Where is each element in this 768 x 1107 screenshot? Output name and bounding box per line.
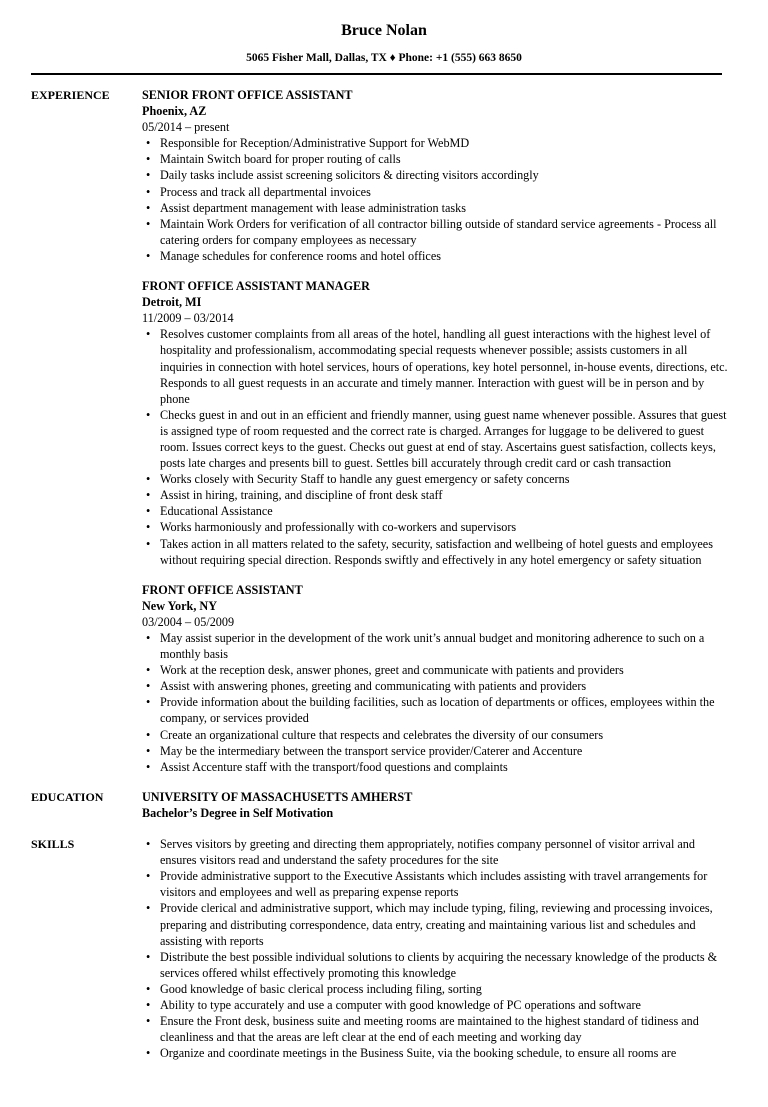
skill-item: • Ensure the Front desk, business suite and meeting rooms are maintained to the highest standard of tidiness and cleanliness and that the areas are left clear at the end of each meeting and working day: [142, 1013, 728, 1045]
experience-label: EXPERIENCE: [31, 88, 110, 102]
skills-label: SKILLS: [31, 837, 75, 852]
skill-item: • Good knowledge of basic clerical process including filing, sorting: [142, 981, 728, 997]
bullet-item: • May be the intermediary between the transport service provider/Caterer and Accenture: [142, 743, 728, 759]
skill-item: • Organize and coordinate meetings in the Business Suite, via the booking schedule, to ensure all rooms are: [142, 1045, 728, 1061]
job-entry: [142, 582, 728, 775]
job-location: Phoenix, AZ: [142, 104, 207, 119]
bullet-item: • Provide information about the building facilities, such as location of departments or offices, employees within the company, or services provided: [142, 694, 728, 726]
bullet-item: • Process and track all departmental invoices: [142, 184, 728, 200]
job-bullets: [142, 326, 728, 567]
skill-item: • Distribute the best possible individual solutions to clients by acquiring the necessary knowledge of the products & services offered whilst effectively promoting this knowledge: [142, 949, 728, 981]
bullet-item: • Maintain Switch board for proper routing of calls: [142, 151, 728, 167]
job-entry: [142, 278, 728, 568]
degree-name: Bachelor’s Degree in Self Motivation: [142, 805, 334, 820]
skill-item: • Provide clerical and administrative support, which may include typing, filing, reviewing and processing invoices, preparing and distributing correspondence, data entry, creating and maintaining various list and schedules and assisting with reports: [142, 900, 728, 948]
job-bullets: [142, 630, 728, 775]
candidate-name: Bruce Nolan: [341, 22, 427, 39]
bullet-item: • Assist department management with lease administration tasks: [142, 200, 728, 216]
bullet-item: • Assist with answering phones, greeting and communicating with patients and providers: [142, 678, 728, 694]
bullet-item: • Assist in hiring, training, and discipline of front desk staff: [142, 487, 728, 503]
bullet-item: • Works closely with Security Staff to handle any guest emergency or safety concerns: [142, 471, 728, 487]
bullet-item: • Educational Assistance: [142, 503, 728, 519]
resume-header: [0, 0, 768, 65]
bullet-item: • Assist Accenture staff with the transport/food questions and complaints: [142, 759, 728, 775]
job-entry: [142, 87, 728, 264]
experience-section: [0, 75, 768, 775]
school-name: UNIVERSITY OF MASSACHUSETTS AMHERST: [142, 789, 413, 804]
skill-item: • Provide administrative support to the Executive Assistants which includes assisting with travel arrangements for visitors and employees and well as preparing expense reports: [142, 868, 728, 900]
skills-section: [0, 836, 768, 1061]
contact-line: 5065 Fisher Mall, Dallas, TX ♦ Phone: +1 (555) 663 8650: [246, 52, 522, 64]
bullet-item: • Create an organizational culture that respects and celebrates the diversity of our consumers: [142, 727, 728, 743]
skill-item: • Serves visitors by greeting and directing them appropriately, notifies company personnel of visitor arrival and ensures visitors read and understand the safety procedures for the site: [142, 836, 728, 868]
bullet-item: • Work at the reception desk, answer phones, greet and communicate with patients and providers: [142, 662, 728, 678]
bullet-item: • Maintain Work Orders for verification of all contractor billing outside of standard service agreements - Process all catering orders for company employees as necessary: [142, 216, 728, 248]
education-section: [0, 789, 768, 821]
job-bullets: [142, 135, 728, 264]
job-location: Detroit, MI: [142, 295, 202, 310]
job-location: New York, NY: [142, 598, 218, 613]
bullet-item: • Daily tasks include assist screening solicitors & directing visitors accordingly: [142, 167, 728, 183]
job-dates: 11/2009 – 03/2014: [142, 311, 234, 326]
bullet-item: • Responsible for Reception/Administrative Support for WebMD: [142, 135, 728, 151]
bullet-item: • Takes action in all matters related to the safety, security, satisfaction and wellbeing of hotel guests and employees without requiring special direction. Responds swiftly and effectively in any hotel emergency or safety situation: [142, 536, 728, 568]
skill-item: • Ability to type accurately and use a computer with good knowledge of PC operations and software: [142, 997, 728, 1013]
skills-bullets: [142, 836, 728, 1061]
bullet-item: • May assist superior in the development of the work unit’s annual budget and monitoring adherence to such on a monthly basis: [142, 630, 728, 662]
job-title: FRONT OFFICE ASSISTANT: [142, 582, 303, 597]
job-dates: 05/2014 – present: [142, 120, 230, 135]
job-dates: 03/2004 – 05/2009: [142, 614, 235, 629]
bullet-item: • Resolves customer complaints from all areas of the hotel, handling all guest interactions with the highest level of hospitality and professionalism, accommodating special requests whenever possible; assists customers in all inquiries in connection with hotel services, hours of operations, key hotel personnel, in-house events, directions, etc. Responds to all guest requests in an accurate and timely manner. Interaction with guest will be in person and by phone: [142, 326, 728, 406]
education-label: EDUCATION: [31, 789, 104, 804]
job-title: FRONT OFFICE ASSISTANT MANAGER: [142, 279, 370, 294]
bullet-item: • Works harmoniously and professionally with co-workers and supervisors: [142, 519, 728, 535]
job-title: SENIOR FRONT OFFICE ASSISTANT: [142, 88, 353, 102]
bullet-item: • Manage schedules for conference rooms and hotel offices: [142, 248, 728, 264]
bullet-item: • Checks guest in and out in an efficient and friendly manner, using guest name whenever possible. Assures that guest is assigned type of room requested and the correct rate is charged. Arranges for luggage to be delivered to guest room. Issues correct keys to the guest. Checks out guest at end of stay. Ascertains guest satisfaction, collects keys, posts late charges and presents bill to guest. Settles bill accurately through credit card or cash transaction: [142, 407, 728, 471]
